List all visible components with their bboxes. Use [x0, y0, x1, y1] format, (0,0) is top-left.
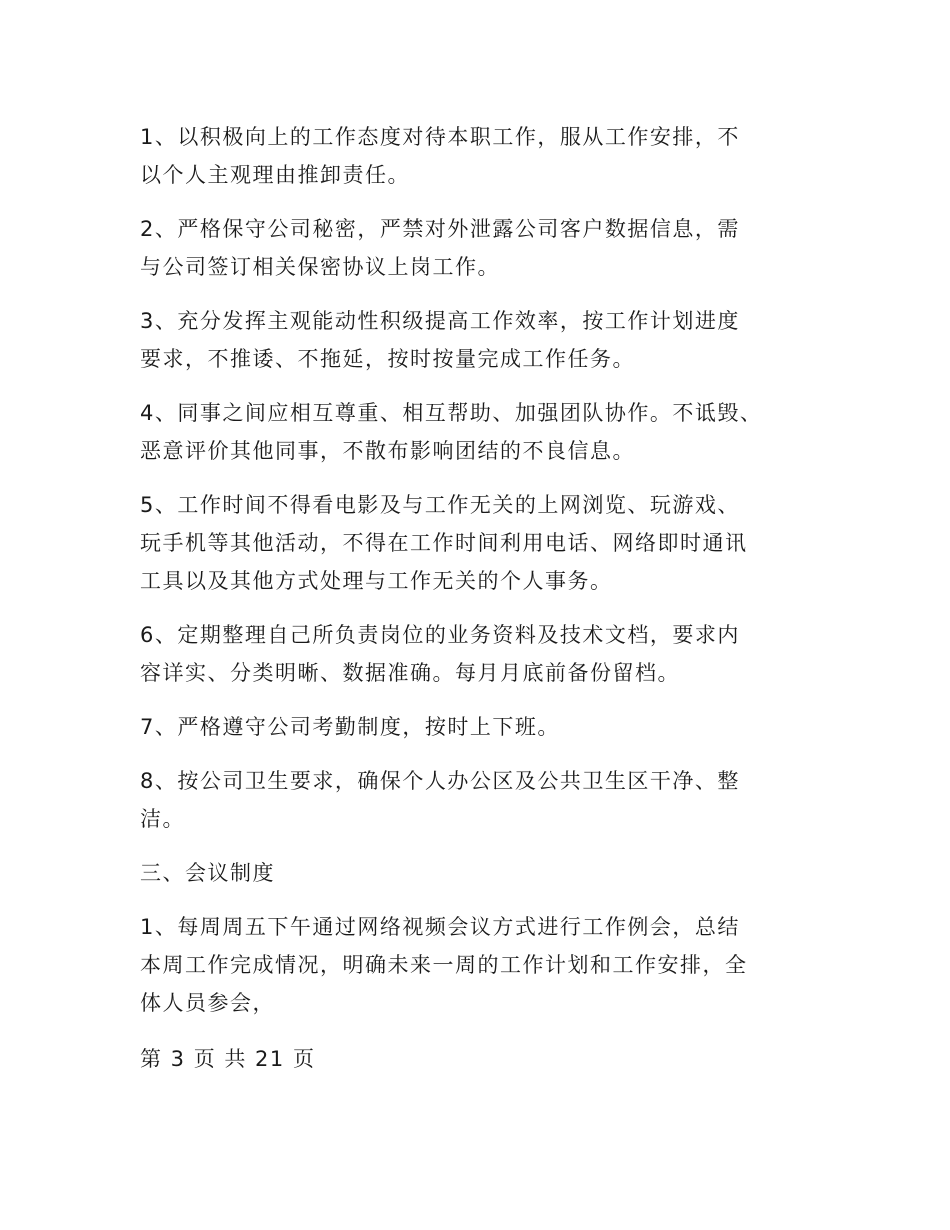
paragraph-meeting-1: 1、每周周五下午通过网络视频会议方式进行工作例会，总结 本周工作完成情况，明确未来一周的工作计划和工作安排，全 体人员参会， — [140, 915, 748, 1015]
paragraph-3: 3、充分发挥主观能动性积级提高工作效率，按工作计划进度 要求，不推诿、不拖延，按时按量完成工作任务。 — [140, 309, 740, 371]
paragraph-1: 1、以积极向上的工作态度对待本职工作，服从工作安排，不 以个人主观理由推卸责任。 — [140, 125, 740, 187]
paragraph-7: 7、严格遵守公司考勤制度，按时上下班。 — [140, 715, 560, 739]
page-number-footer: 第 3 页 共 21 页 — [140, 1047, 316, 1071]
paragraph-4: 4、同事之间应相互尊重、相互帮助、加强团队协作。不诋毁、 恶意评价其他同事，不散布影响团结的不良信息。 — [140, 401, 763, 463]
paragraph-5: 5、工作时间不得看电影及与工作无关的上网浏览、玩游戏、 玩手机等其他活动，不得在工作时间利用电话、网络即时通讯 工具以及其他方式处理与工作无关的个人事务。 — [140, 493, 748, 593]
paragraph-6: 6、定期整理自己所负责岗位的业务资料及技术文档，要求内 容详实、分类明晰、数据准确。每月月底前备份留档。 — [140, 623, 740, 685]
paragraph-2: 2、严格保守公司秘密，严禁对外泄露公司客户数据信息，需 与公司签订相关保密协议上岗工作。 — [140, 217, 740, 279]
paragraph-8: 8、按公司卫生要求，确保个人办公区及公共卫生区干净、整 洁。 — [140, 769, 740, 831]
document-body — [140, 118, 805, 1038]
section-heading-meeting-system: 三、会议制度 — [140, 861, 275, 885]
